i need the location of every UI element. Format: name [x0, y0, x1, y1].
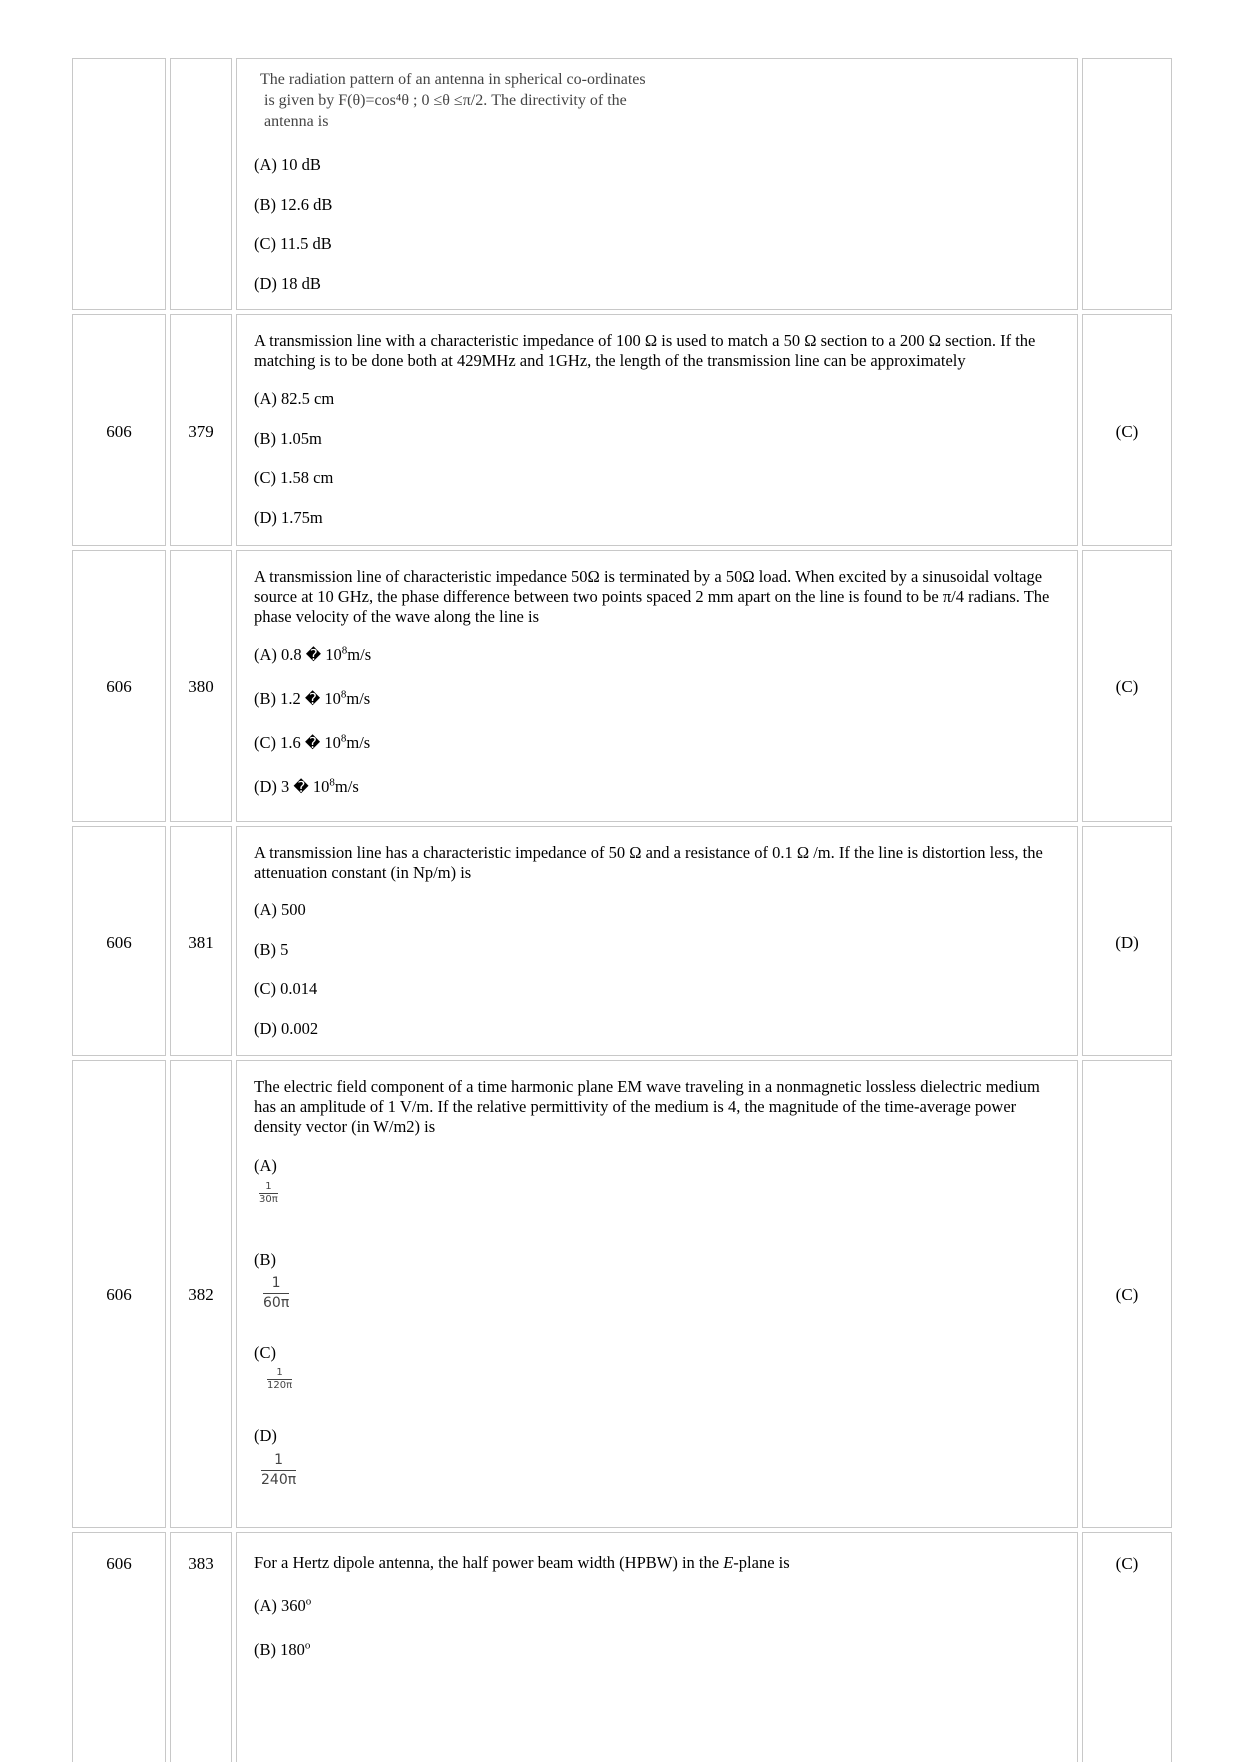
question-cell [236, 58, 1078, 310]
answer-key: (C) [1115, 677, 1139, 696]
option-b-fraction: 1 60π [263, 1275, 290, 1311]
option-a-fraction: 1 30π [259, 1181, 278, 1205]
option-c: (C) 1.58 cm [254, 468, 334, 487]
question-cell [236, 1060, 1078, 1528]
question-text: A transmission line of characteristic impedance 50Ω is terminated by a 50Ω load. When excited by a sinusoidal voltage source at 10 GHz, the phase difference between two points spaced 2 mm apart on the line is found to be π/4 radians. The phase velocity of the wave along the line is [254, 567, 1050, 626]
option-a: (A) 360$^o$ [254, 1595, 312, 1615]
option-a: (A) 500 [254, 900, 306, 919]
option-a: (A) 0.8 � $10^8m/s$ [254, 644, 372, 664]
table-row [72, 314, 1172, 546]
table-row [72, 58, 1172, 310]
question-number-cell [170, 314, 232, 546]
answer-key: (D) [1115, 933, 1139, 952]
question-number-cell [170, 550, 232, 822]
option-a: (A) 10 dB [254, 155, 321, 174]
option-b: (B) 180$^o$ [254, 1639, 311, 1659]
answer-key: (C) [1115, 422, 1139, 441]
option-c: (C) 11.5 dB [254, 234, 332, 253]
table-row [72, 826, 1172, 1056]
question-text: The electric field component of a time harmonic plane EM wave traveling in a nonmagnetic lossless dielectric medium has an amplitude of 1 V/m. If the relative permittivity of the medium is 4, the magnitude of the time-average power density vector (in W/m2) is [254, 1077, 1040, 1136]
answer-cell [1082, 58, 1172, 310]
question-cell [236, 314, 1078, 546]
subject-code-cell [72, 1060, 166, 1528]
table-row [72, 1060, 1172, 1528]
option-b: (B) [254, 1250, 276, 1269]
subject-code-cell [72, 1532, 166, 1762]
option-d: (D) 18 dB [254, 274, 321, 293]
question-image-text: The radiation pattern of an antenna in spherical co-ordinates is given by F(θ)=cos⁴θ ; 0 ≤θ ≤π/2. The directivity of the antenna is [260, 71, 646, 130]
subject-code-cell [72, 58, 166, 310]
table-row [72, 550, 1172, 822]
question-text: A transmission line with a characteristic impedance of 100 Ω is used to match a 50 Ω section to a 200 Ω section. If the matching is to be done both at 429MHz and 1GHz, the length of the transmission line can be approximately [254, 331, 1036, 370]
question-cell [236, 826, 1078, 1056]
subject-code: 606 [106, 933, 132, 952]
option-d: (D) [254, 1426, 277, 1445]
answer-key: (C) [1115, 1554, 1139, 1573]
option-d: (D) 0.002 [254, 1019, 319, 1038]
subject-code: 606 [106, 1285, 132, 1304]
option-c-fraction: 1 120π [267, 1367, 293, 1391]
question-cell [236, 1532, 1078, 1762]
subject-code-cell [72, 550, 166, 822]
question-text: A transmission line has a characteristic impedance of 50 Ω and a resistance of 0.1 Ω /m. If the line is distortion less, the attenuation constant (in Np/m) is [254, 843, 1043, 882]
option-d-fraction: 1 240π [261, 1452, 297, 1488]
question-number: 380 [188, 677, 214, 696]
question-text: For a Hertz dipole antenna, the half power beam width (HPBW) in the E-plane is [254, 1553, 790, 1572]
option-b: (B) 12.6 dB [254, 195, 333, 214]
question-cell [236, 550, 1078, 822]
option-d: (D) 1.75m [254, 508, 323, 527]
question-number: 379 [188, 422, 214, 441]
answer-cell [1082, 1060, 1172, 1528]
question-number-cell [170, 826, 232, 1056]
table-row [72, 1532, 1172, 1762]
option-b: (B) 1.05m [254, 429, 322, 448]
unknown-glyph-icon: � [293, 778, 309, 796]
question-number-cell [170, 58, 232, 310]
answer-cell [1082, 550, 1172, 822]
answer-key: (C) [1115, 1285, 1139, 1304]
unknown-glyph-icon: � [305, 646, 322, 664]
question-number-cell [170, 1532, 232, 1762]
unknown-glyph-icon: � [304, 734, 321, 752]
question-number: 383 [188, 1554, 214, 1573]
question-number: 382 [188, 1285, 214, 1304]
option-b: (B) 5 [254, 940, 289, 959]
answer-cell [1082, 826, 1172, 1056]
option-a: (A) [254, 1156, 277, 1175]
option-d: (D) 3 � $10^8m/s$ [254, 776, 359, 796]
answer-cell [1082, 314, 1172, 546]
unknown-glyph-icon: � [304, 690, 321, 708]
subject-code: 606 [106, 1554, 132, 1573]
option-c: (C) 0.014 [254, 979, 318, 998]
subject-code: 606 [106, 677, 132, 696]
subject-code-cell [72, 826, 166, 1056]
option-c: (C) [254, 1343, 276, 1362]
subject-code: 606 [106, 422, 132, 441]
option-c: (C) 1.6 � $10^8m/s$ [254, 732, 371, 752]
question-number: 381 [188, 933, 214, 952]
subject-code-cell [72, 314, 166, 546]
question-number-cell [170, 1060, 232, 1528]
option-a: (A) 82.5 cm [254, 389, 335, 408]
option-b: (B) 1.2 � $10^8m/s$ [254, 688, 371, 708]
answer-cell [1082, 1532, 1172, 1762]
